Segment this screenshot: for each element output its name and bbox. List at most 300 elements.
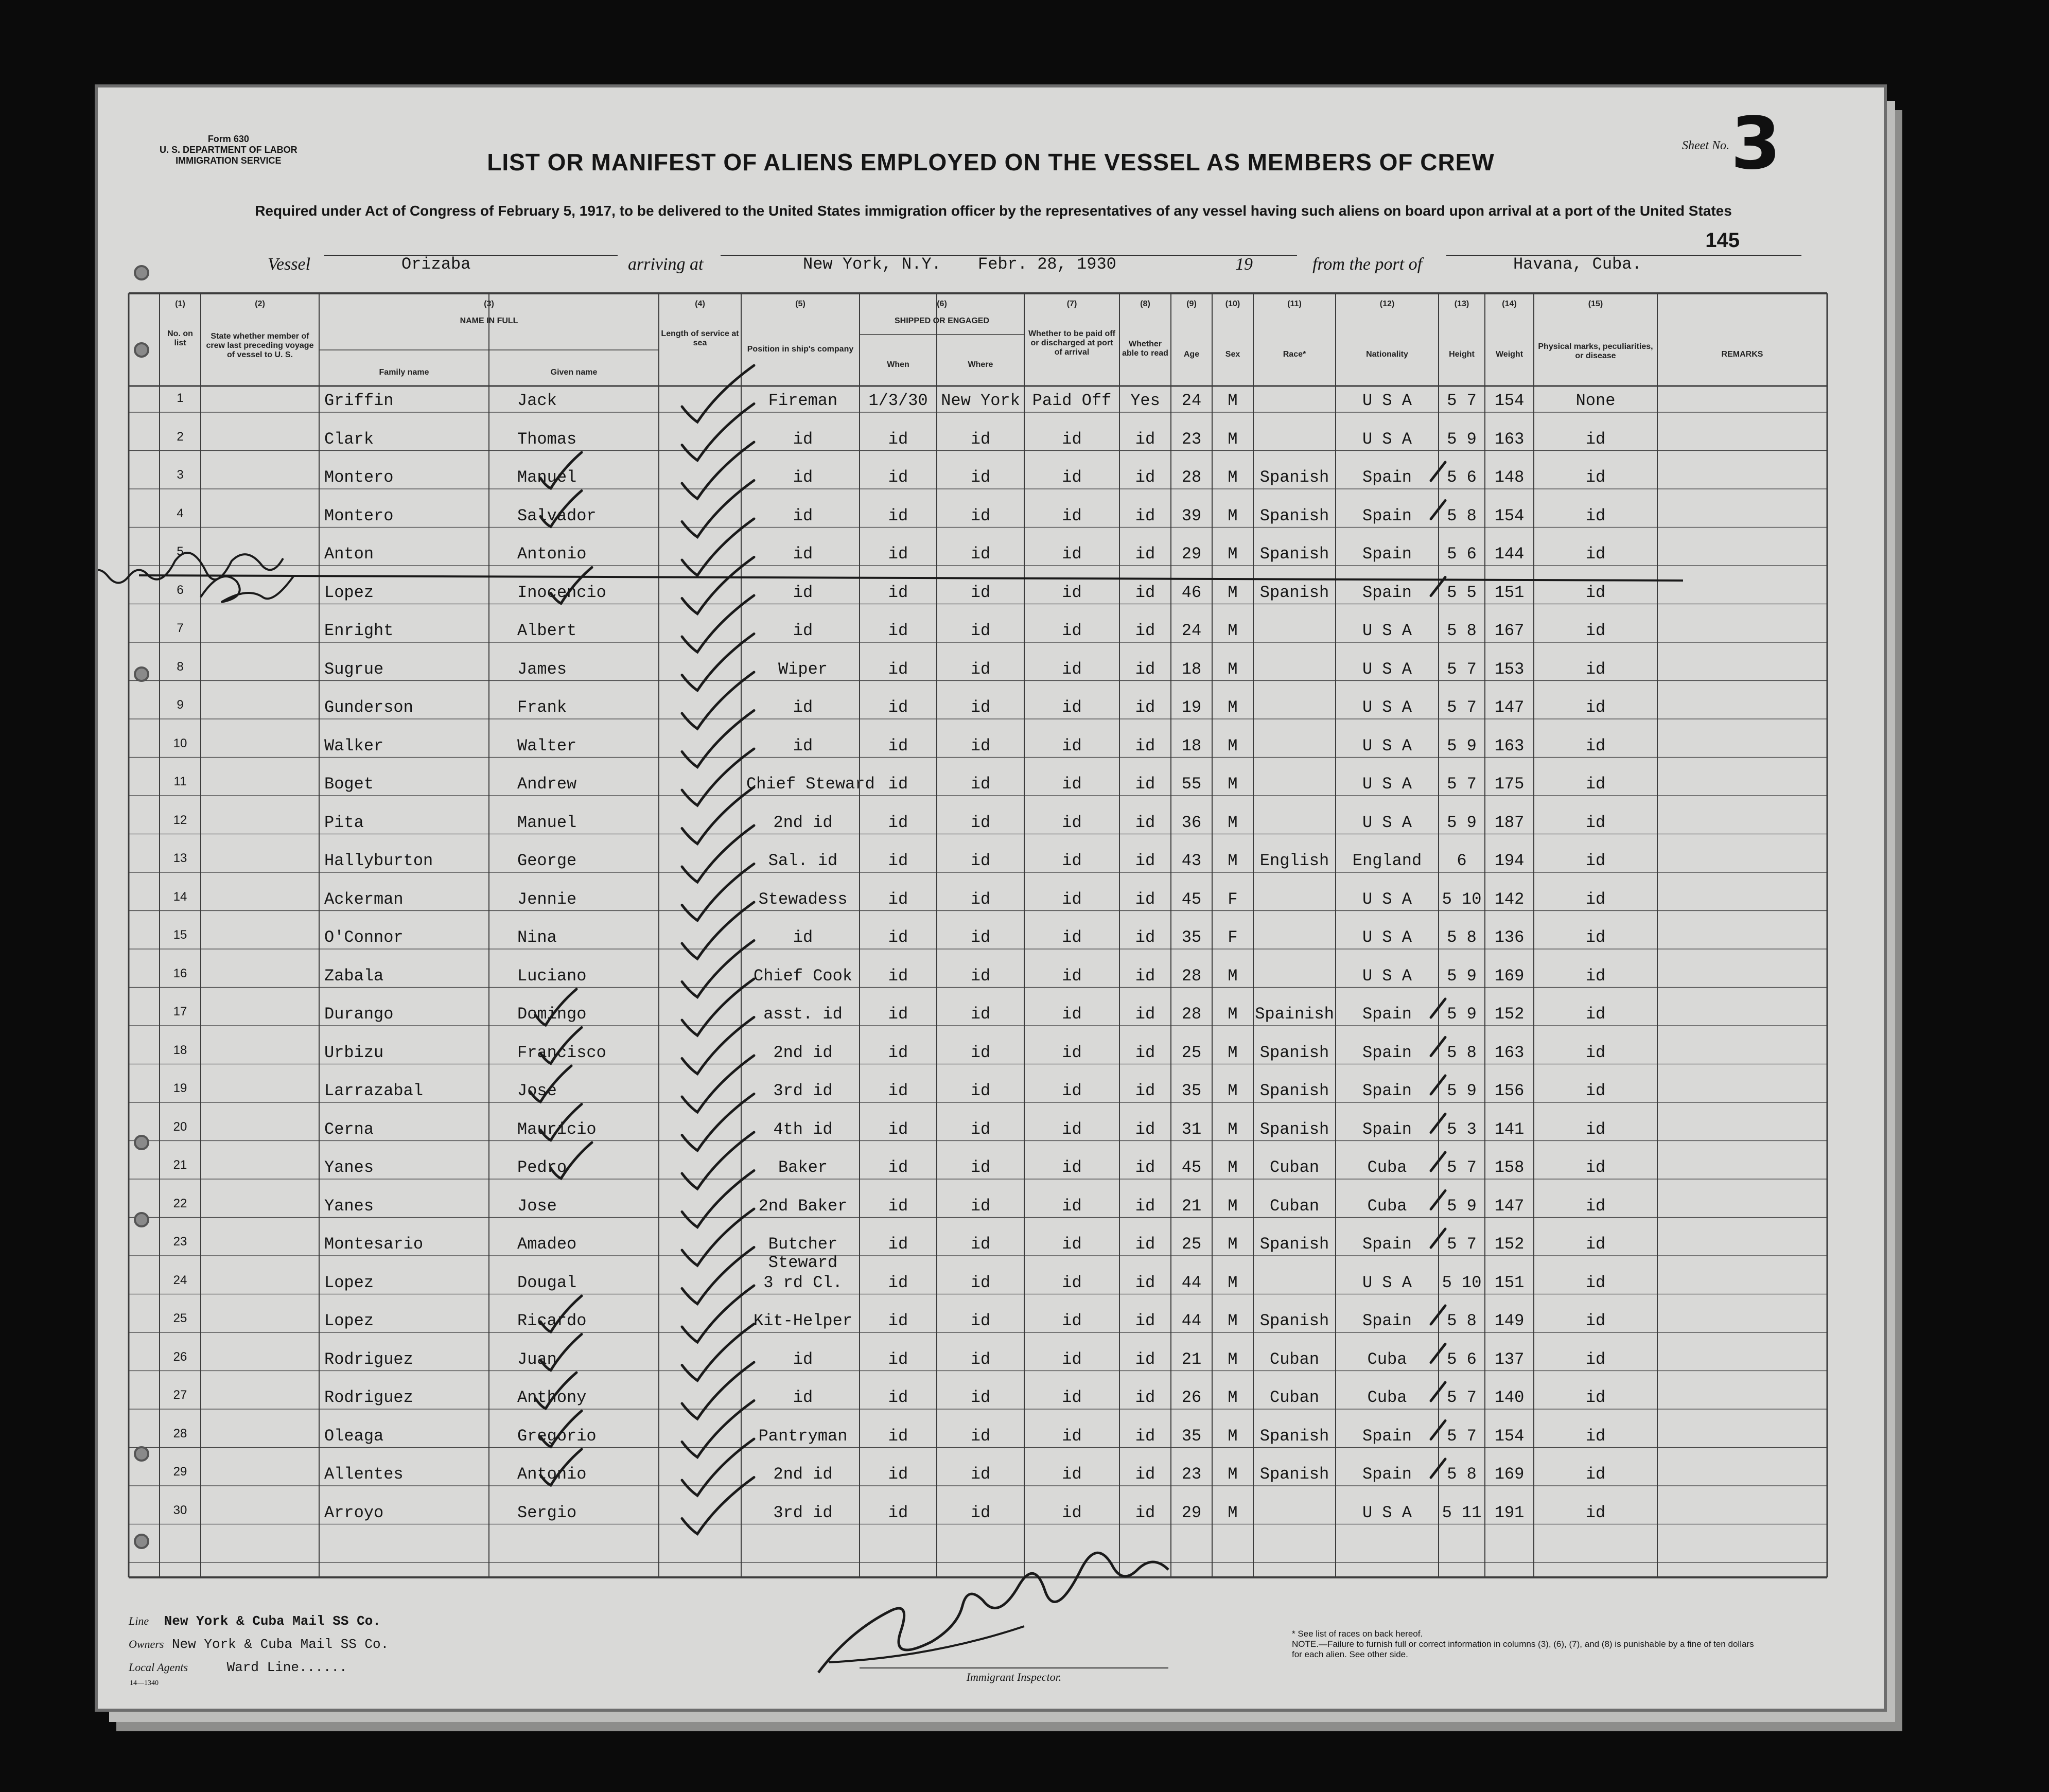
- from-port: Havana, Cuba.: [1513, 255, 1642, 274]
- cell-nat: U S A: [1362, 736, 1412, 756]
- from-port-label: from the port of: [1312, 255, 1423, 274]
- cell-age: 45: [1181, 1158, 1202, 1177]
- cell-read: id: [1135, 851, 1155, 870]
- column-header-c4: Length of service at sea: [661, 329, 739, 347]
- cell-read: id: [1135, 1465, 1155, 1484]
- cell-sex: M: [1228, 506, 1238, 525]
- cell-paid: id: [1062, 583, 1082, 602]
- cell-when: id: [888, 1196, 908, 1216]
- cell-family: Clark: [324, 429, 374, 449]
- column-header-c10: Sex: [1225, 350, 1240, 359]
- cell-when: id: [888, 583, 908, 602]
- cell-family: Durango: [324, 1005, 394, 1024]
- cell-family: Montero: [324, 506, 394, 525]
- cell-paid: id: [1062, 1235, 1082, 1254]
- cell-read: id: [1135, 1388, 1155, 1407]
- cell-where: id: [970, 468, 991, 487]
- cell-weight: 191: [1494, 1503, 1525, 1522]
- cell-marks: id: [1585, 736, 1606, 756]
- cell-race: English: [1259, 851, 1329, 870]
- cell-where: id: [970, 736, 991, 756]
- cell-weight: 152: [1494, 1235, 1525, 1254]
- cell-position: Sal. id: [768, 851, 838, 870]
- cell-family: Boget: [324, 775, 374, 794]
- cell-when: id: [888, 1273, 908, 1292]
- cell-height: 5 7: [1447, 391, 1477, 410]
- cell-age: 44: [1181, 1311, 1202, 1330]
- cell-marks: id: [1585, 1426, 1606, 1446]
- cell-age: 26: [1181, 1388, 1202, 1407]
- cell-marks: id: [1585, 583, 1606, 602]
- cell-read: id: [1135, 1311, 1155, 1330]
- cell-height: 5 9: [1447, 429, 1477, 449]
- cell-age: 21: [1181, 1349, 1202, 1369]
- cell-where: id: [970, 889, 991, 909]
- cell-nat: England: [1352, 851, 1422, 870]
- cell-paid: id: [1062, 1158, 1082, 1177]
- cell-sex: M: [1228, 813, 1238, 832]
- cell-read: id: [1135, 966, 1155, 986]
- cell-paid: id: [1062, 1273, 1082, 1292]
- cell-given: Ricardo: [517, 1311, 587, 1330]
- cell-where: id: [970, 966, 991, 986]
- cell-race: Spanish: [1259, 468, 1329, 487]
- cell-read: id: [1135, 698, 1155, 717]
- cell-read: id: [1135, 506, 1155, 525]
- binder-hole: [134, 1446, 149, 1462]
- cell-position: Kit-Helper: [753, 1311, 853, 1330]
- cell-when: id: [888, 736, 908, 756]
- cell-no: 6: [177, 583, 184, 597]
- cell-age: 21: [1181, 1196, 1202, 1216]
- page-number: 145: [1705, 229, 1740, 252]
- cell-read: id: [1135, 429, 1155, 449]
- cell-read: id: [1135, 1235, 1155, 1254]
- cell-given: Albert: [517, 621, 577, 640]
- cell-position: id: [793, 544, 813, 564]
- cell-no: 18: [173, 1043, 187, 1057]
- cell-height: 5 6: [1447, 1349, 1477, 1369]
- cell-given: Anthony: [517, 1388, 587, 1407]
- cell-when: id: [888, 1119, 908, 1139]
- cell-read: id: [1135, 621, 1155, 640]
- cell-given: Antonio: [517, 1465, 587, 1484]
- cell-given: Andrew: [517, 775, 577, 794]
- cell-family: Lopez: [324, 1273, 374, 1292]
- cell-age: 36: [1181, 813, 1202, 832]
- cell-family: Walker: [324, 736, 384, 756]
- cell-given: Gregorio: [517, 1426, 597, 1446]
- cell-weight: 187: [1494, 813, 1525, 832]
- cell-age: 28: [1181, 966, 1202, 986]
- cell-when: id: [888, 468, 908, 487]
- cell-paid: id: [1062, 775, 1082, 794]
- cell-no: 1: [177, 391, 184, 405]
- cell-no: 4: [177, 506, 184, 520]
- cell-when: id: [888, 851, 908, 870]
- cell-when: id: [888, 1388, 908, 1407]
- cell-when: id: [888, 1005, 908, 1024]
- column-number-c6: (6): [937, 300, 947, 308]
- cell-position-continued: Steward: [768, 1253, 838, 1272]
- cell-height: 5 7: [1447, 1426, 1477, 1446]
- cell-where: id: [970, 1081, 991, 1100]
- cell-position: id: [793, 621, 813, 640]
- cell-marks: id: [1585, 889, 1606, 909]
- cell-weight: 154: [1494, 1426, 1525, 1446]
- arrival-date: Febr. 28, 1930: [978, 255, 1116, 274]
- column-header-c14: Weight: [1495, 350, 1523, 359]
- cell-position: Baker: [778, 1158, 828, 1177]
- form-number: Form 630: [207, 134, 249, 144]
- column-header-c15: Physical marks, peculiarities, or disease: [1538, 342, 1653, 360]
- cell-height: 5 5: [1447, 583, 1477, 602]
- cell-given: Thomas: [517, 429, 577, 449]
- cell-age: 55: [1181, 775, 1202, 794]
- cell-race: Spainish: [1255, 1005, 1334, 1024]
- cell-race: Spanish: [1259, 1465, 1329, 1484]
- column-header-remarks: REMARKS: [1721, 350, 1763, 359]
- department-name: U. S. DEPARTMENT OF LABOR: [160, 145, 297, 155]
- cell-when: id: [888, 813, 908, 832]
- cell-where: id: [970, 698, 991, 717]
- cell-given: Manuel: [517, 813, 577, 832]
- cell-nat: Spain: [1362, 1043, 1412, 1062]
- cell-sex: M: [1228, 1503, 1238, 1522]
- cell-nat: U S A: [1362, 966, 1412, 986]
- year-suffix: 19: [1235, 255, 1253, 274]
- cell-sex: M: [1228, 1043, 1238, 1062]
- cell-sex: M: [1228, 1196, 1238, 1216]
- cell-given: Francisco: [517, 1043, 606, 1062]
- cell-paid: id: [1062, 966, 1082, 986]
- owners-label: Owners: [129, 1638, 164, 1650]
- cell-when: id: [888, 659, 908, 679]
- column-number-c5: (5): [795, 300, 805, 308]
- cell-nat: Spain: [1362, 1235, 1412, 1254]
- column-number-c12: (12): [1379, 300, 1395, 308]
- column-header-c1: No. on list: [167, 329, 193, 347]
- cell-race: Spanish: [1259, 1081, 1329, 1100]
- cell-sex: M: [1228, 1273, 1238, 1292]
- cell-sex: M: [1228, 698, 1238, 717]
- owners-field: [129, 1637, 389, 1652]
- document-subtitle: Required under Act of Congress of February 5, 1917, to be delivered to the United States immigration officer by the representatives of any vessel having such aliens on board upon arrival at a port of the United States: [255, 203, 1732, 219]
- cell-weight: 163: [1494, 1043, 1525, 1062]
- cell-height: 5 10: [1442, 1273, 1482, 1292]
- cell-position: Chief Steward: [746, 775, 875, 794]
- cell-read: id: [1135, 1196, 1155, 1216]
- cell-paid: id: [1062, 1388, 1082, 1407]
- sheet-number-label: Sheet No.: [1682, 139, 1729, 152]
- cell-age: 35: [1181, 1426, 1202, 1446]
- cell-nat: Spain: [1362, 1119, 1412, 1139]
- cell-no: 11: [173, 775, 187, 788]
- cell-sex: F: [1228, 889, 1238, 909]
- cell-family: Urbizu: [324, 1043, 384, 1062]
- cell-sex: M: [1228, 1005, 1238, 1024]
- cell-where: id: [970, 1158, 991, 1177]
- cell-marks: id: [1585, 1311, 1606, 1330]
- cell-paid: id: [1062, 1311, 1082, 1330]
- cell-where: id: [970, 544, 991, 564]
- column-header-where: Where: [968, 360, 993, 369]
- column-number-c15: (15): [1588, 300, 1603, 308]
- cell-no: 12: [173, 813, 187, 827]
- cell-no: 13: [173, 851, 187, 865]
- cell-weight: 141: [1494, 1119, 1525, 1139]
- cell-no: 20: [173, 1119, 187, 1134]
- cell-when: id: [888, 1158, 908, 1177]
- cell-age: 25: [1181, 1043, 1202, 1062]
- cell-given: Nina: [517, 928, 557, 947]
- cell-nat: Cuba: [1367, 1388, 1407, 1407]
- cell-when: id: [888, 1426, 908, 1446]
- cell-height: 5 8: [1447, 621, 1477, 640]
- cell-marks: id: [1585, 1465, 1606, 1484]
- cell-weight: 144: [1494, 544, 1525, 564]
- cell-no: 14: [173, 889, 187, 904]
- cell-given: Sergio: [517, 1503, 577, 1522]
- column-header-when: When: [887, 360, 909, 369]
- cell-where: id: [970, 928, 991, 947]
- cell-weight: 152: [1494, 1005, 1525, 1024]
- column-header-c12: Nationality: [1366, 350, 1408, 359]
- cell-no: 5: [177, 544, 184, 558]
- cell-marks: id: [1585, 429, 1606, 449]
- cell-race: Cuban: [1269, 1196, 1319, 1216]
- cell-marks: id: [1585, 851, 1606, 870]
- cell-nat: U S A: [1362, 659, 1412, 679]
- cell-read: id: [1135, 1081, 1155, 1100]
- column-number-c1: (1): [175, 300, 185, 308]
- cell-paid: id: [1062, 1426, 1082, 1446]
- cell-height: 5 7: [1447, 698, 1477, 717]
- cell-weight: 148: [1494, 468, 1525, 487]
- cell-sex: M: [1228, 1388, 1238, 1407]
- cell-position: Wiper: [778, 659, 828, 679]
- cell-weight: 154: [1494, 391, 1525, 410]
- cell-given: James: [517, 659, 567, 679]
- cell-race: Spanish: [1259, 583, 1329, 602]
- cell-given: Jose: [517, 1196, 557, 1216]
- cell-nat: Spain: [1362, 1005, 1412, 1024]
- cell-family: Griffin: [324, 391, 394, 410]
- cell-family: Yanes: [324, 1158, 374, 1177]
- cell-family: Larrazabal: [324, 1081, 424, 1100]
- cell-where: id: [970, 1465, 991, 1484]
- cell-given: Walter: [517, 736, 577, 756]
- cell-given: Manuel: [517, 468, 577, 487]
- cell-position: Pantryman: [758, 1426, 848, 1446]
- cell-family: Lopez: [324, 583, 374, 602]
- cell-family: Zabala: [324, 966, 384, 986]
- cell-position: 3 rd Cl.: [763, 1273, 843, 1292]
- cell-where: id: [970, 659, 991, 679]
- line-value: New York & Cuba Mail SS Co.: [164, 1613, 381, 1629]
- cell-height: 5 7: [1447, 659, 1477, 679]
- cell-position: id: [793, 698, 813, 717]
- cell-height: 5 7: [1447, 1388, 1477, 1407]
- cell-paid: id: [1062, 506, 1082, 525]
- cell-given: Mauricio: [517, 1119, 597, 1139]
- cell-given: Antonio: [517, 544, 587, 564]
- cell-nat: Spain: [1362, 506, 1412, 525]
- cell-marks: id: [1585, 698, 1606, 717]
- cell-when: id: [888, 775, 908, 794]
- column-header-c6: SHIPPED OR ENGAGED: [894, 317, 990, 325]
- cell-read: Yes: [1130, 391, 1160, 410]
- cell-position: Chief Cook: [753, 966, 853, 986]
- column-number-c7: (7): [1066, 300, 1077, 308]
- cell-family: Montero: [324, 468, 394, 487]
- cell-read: id: [1135, 928, 1155, 947]
- form-code: 14—1340: [130, 1679, 159, 1687]
- cell-nat: U S A: [1362, 928, 1412, 947]
- cell-age: 18: [1181, 736, 1202, 756]
- cell-weight: 149: [1494, 1311, 1525, 1330]
- cell-age: 23: [1181, 1465, 1202, 1484]
- column-number-c9: (9): [1186, 300, 1197, 308]
- cell-age: 18: [1181, 659, 1202, 679]
- cell-weight: 169: [1494, 1465, 1525, 1484]
- cell-read: id: [1135, 1158, 1155, 1177]
- cell-position: id: [793, 1349, 813, 1369]
- cell-read: id: [1135, 659, 1155, 679]
- cell-family: Yanes: [324, 1196, 374, 1216]
- owners-value: New York & Cuba Mail SS Co.: [171, 1637, 389, 1652]
- binder-hole: [134, 1534, 149, 1549]
- cell-read: id: [1135, 1273, 1155, 1292]
- cell-age: 23: [1181, 429, 1202, 449]
- cell-paid: id: [1062, 928, 1082, 947]
- cell-marks: id: [1585, 468, 1606, 487]
- cell-sex: M: [1228, 1349, 1238, 1369]
- service-name: IMMIGRATION SERVICE: [176, 155, 282, 166]
- cell-no: 29: [173, 1465, 187, 1479]
- cell-height: 5 8: [1447, 1311, 1477, 1330]
- cell-position: 3rd id: [773, 1503, 833, 1522]
- cell-read: id: [1135, 813, 1155, 832]
- binder-hole: [134, 666, 149, 682]
- cell-position: id: [793, 506, 813, 525]
- line-field: [129, 1613, 381, 1629]
- cell-position: 3rd id: [773, 1081, 833, 1100]
- cell-read: id: [1135, 583, 1155, 602]
- cell-no: 26: [173, 1349, 187, 1364]
- cell-race: Spanish: [1259, 544, 1329, 564]
- cell-marks: id: [1585, 1349, 1606, 1369]
- cell-age: 39: [1181, 506, 1202, 525]
- cell-where: id: [970, 1503, 991, 1522]
- cell-weight: 140: [1494, 1388, 1525, 1407]
- cell-sex: M: [1228, 1426, 1238, 1446]
- cell-sex: M: [1228, 966, 1238, 986]
- cell-where: New York: [941, 391, 1020, 410]
- cell-sex: M: [1228, 736, 1238, 756]
- cell-sex: M: [1228, 429, 1238, 449]
- cell-read: id: [1135, 1119, 1155, 1139]
- agents-value: Ward Line......: [226, 1660, 347, 1675]
- cell-when: id: [888, 621, 908, 640]
- cell-where: id: [970, 621, 991, 640]
- cell-no: 30: [173, 1503, 187, 1517]
- cell-where: id: [970, 583, 991, 602]
- column-header-c7: Whether to be paid off or discharged at port of arrival: [1028, 329, 1115, 357]
- cell-nat: U S A: [1362, 429, 1412, 449]
- column-header-c9: Age: [1183, 350, 1200, 359]
- cell-paid: id: [1062, 468, 1082, 487]
- cell-nat: Spain: [1362, 1311, 1412, 1330]
- cell-position: 4th id: [773, 1119, 833, 1139]
- cell-read: id: [1135, 544, 1155, 564]
- arriving-port: New York, N.Y.: [803, 255, 941, 274]
- cell-where: id: [970, 1349, 991, 1369]
- cell-weight: 163: [1494, 429, 1525, 449]
- cell-nat: Spain: [1362, 544, 1412, 564]
- cell-where: id: [970, 1311, 991, 1330]
- cell-family: Rodriguez: [324, 1349, 413, 1369]
- cell-age: 29: [1181, 1503, 1202, 1522]
- cell-nat: Spain: [1362, 1081, 1412, 1100]
- cell-sex: M: [1228, 1465, 1238, 1484]
- cell-height: 5 9: [1447, 966, 1477, 986]
- cell-height: 5 8: [1447, 1043, 1477, 1062]
- cell-no: 16: [173, 966, 187, 980]
- cell-height: 5 7: [1447, 775, 1477, 794]
- column-number-c3: (3): [484, 300, 494, 308]
- cell-age: 19: [1181, 698, 1202, 717]
- cell-family: Enright: [324, 621, 394, 640]
- cell-height: 5 7: [1447, 1158, 1477, 1177]
- cell-given: Amadeo: [517, 1235, 577, 1254]
- cell-age: 46: [1181, 583, 1202, 602]
- manifest-sheet: [98, 87, 1884, 1709]
- cell-marks: id: [1585, 1388, 1606, 1407]
- cell-weight: 142: [1494, 889, 1525, 909]
- binder-hole: [134, 1212, 149, 1227]
- cell-nat: U S A: [1362, 1273, 1412, 1292]
- cell-height: 6: [1457, 851, 1467, 870]
- cell-where: id: [970, 1119, 991, 1139]
- cell-weight: 147: [1494, 1196, 1525, 1216]
- document-title: LIST OR MANIFEST OF ALIENS EMPLOYED ON THE VESSEL AS MEMBERS OF CREW: [487, 149, 1495, 175]
- cell-when: id: [888, 1081, 908, 1100]
- cell-age: 28: [1181, 468, 1202, 487]
- column-number-c13: (13): [1454, 300, 1469, 308]
- cell-when: id: [888, 889, 908, 909]
- cell-marks: None: [1575, 391, 1616, 410]
- cell-paid: id: [1062, 1005, 1082, 1024]
- footnote: [1292, 1629, 1755, 1660]
- cell-no: 24: [173, 1273, 187, 1287]
- cell-nat: Spain: [1362, 1426, 1412, 1446]
- cell-position: id: [793, 429, 813, 449]
- cell-paid: id: [1062, 659, 1082, 679]
- cell-paid: id: [1062, 544, 1082, 564]
- column-header-c13: Height: [1449, 350, 1475, 359]
- cell-no: 2: [177, 429, 184, 444]
- column-header-c8: Whether able to read: [1122, 340, 1168, 358]
- cell-where: id: [970, 813, 991, 832]
- cell-paid: id: [1062, 851, 1082, 870]
- cell-family: Hallyburton: [324, 851, 433, 870]
- cell-marks: id: [1585, 1119, 1606, 1139]
- cell-read: id: [1135, 1005, 1155, 1024]
- cell-position: 2nd id: [773, 1465, 833, 1484]
- cell-height: 5 6: [1447, 544, 1477, 564]
- cell-height: 5 11: [1442, 1503, 1482, 1522]
